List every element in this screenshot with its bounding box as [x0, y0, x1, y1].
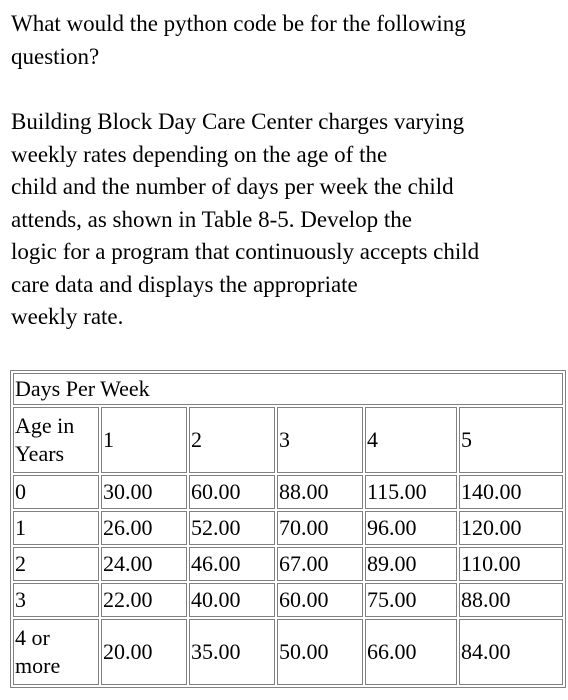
question-line: attends, as shown in Table 8-5. Develop the: [11, 206, 413, 232]
rate-table: [10, 370, 566, 688]
table-row: [13, 511, 563, 545]
table-row: [13, 547, 563, 581]
rate-cell: 75.00: [365, 583, 457, 617]
question-text: [11, 8, 561, 334]
rate-cell: 84.00: [459, 619, 563, 685]
table-row: [13, 583, 563, 617]
rate-cell: 30.00: [101, 475, 187, 509]
rate-cell: 46.00: [189, 547, 275, 581]
table-title-row: [13, 373, 563, 405]
question-line: What would the python code be for the following: [11, 11, 466, 36]
rate-cell: 88.00: [277, 475, 363, 509]
rate-cell: 40.00: [189, 583, 275, 617]
rate-cell: 115.00: [365, 475, 457, 509]
question-line: Building Block Day Care Center charges varying: [11, 109, 465, 134]
question-line: care data and displays the appropriate: [11, 271, 358, 297]
rate-cell: 140.00: [459, 475, 563, 509]
age-cell: 0: [13, 475, 99, 509]
rate-cell: 35.00: [189, 619, 275, 685]
rate-cell: 24.00: [101, 547, 187, 581]
rate-cell: 66.00: [365, 619, 457, 685]
rate-cell: 52.00: [189, 511, 275, 545]
table-title: Days Per Week: [13, 373, 563, 405]
question-line: weekly rate.: [11, 304, 124, 329]
rate-cell: 96.00: [365, 511, 457, 545]
question-intro: [11, 8, 561, 73]
rate-cell: 60.00: [189, 475, 275, 509]
day-header: 4: [365, 407, 457, 473]
day-header: 5: [459, 407, 563, 473]
question-body: [11, 106, 561, 334]
age-cell: 1: [13, 511, 99, 545]
age-header: Age in Years: [13, 407, 99, 473]
table-row: [13, 619, 563, 685]
question-line: logic for a program that continuously accepts child: [11, 239, 480, 264]
day-header: 2: [189, 407, 275, 473]
rate-cell: 26.00: [101, 511, 187, 545]
rate-cell: 88.00: [459, 583, 563, 617]
rate-cell: 89.00: [365, 547, 457, 581]
rate-cell: 20.00: [101, 619, 187, 685]
rate-cell: 67.00: [277, 547, 363, 581]
table-row: [13, 475, 563, 509]
rate-cell: 22.00: [101, 583, 187, 617]
question-line: child and the number of days per week the child: [11, 174, 454, 199]
rate-cell: 50.00: [277, 619, 363, 685]
question-line: weekly rates depending on the age of the: [11, 141, 388, 167]
table-header-row: [13, 407, 563, 473]
age-cell: 3: [13, 583, 99, 617]
day-header: 1: [101, 407, 187, 473]
age-cell: 4 or more: [13, 619, 99, 685]
day-header: 3: [277, 407, 363, 473]
rate-cell: 60.00: [277, 583, 363, 617]
rate-cell: 110.00: [459, 547, 563, 581]
rate-cell: 120.00: [459, 511, 563, 545]
rate-cell: 70.00: [277, 511, 363, 545]
question-line: question?: [11, 43, 100, 69]
age-cell: 2: [13, 547, 99, 581]
